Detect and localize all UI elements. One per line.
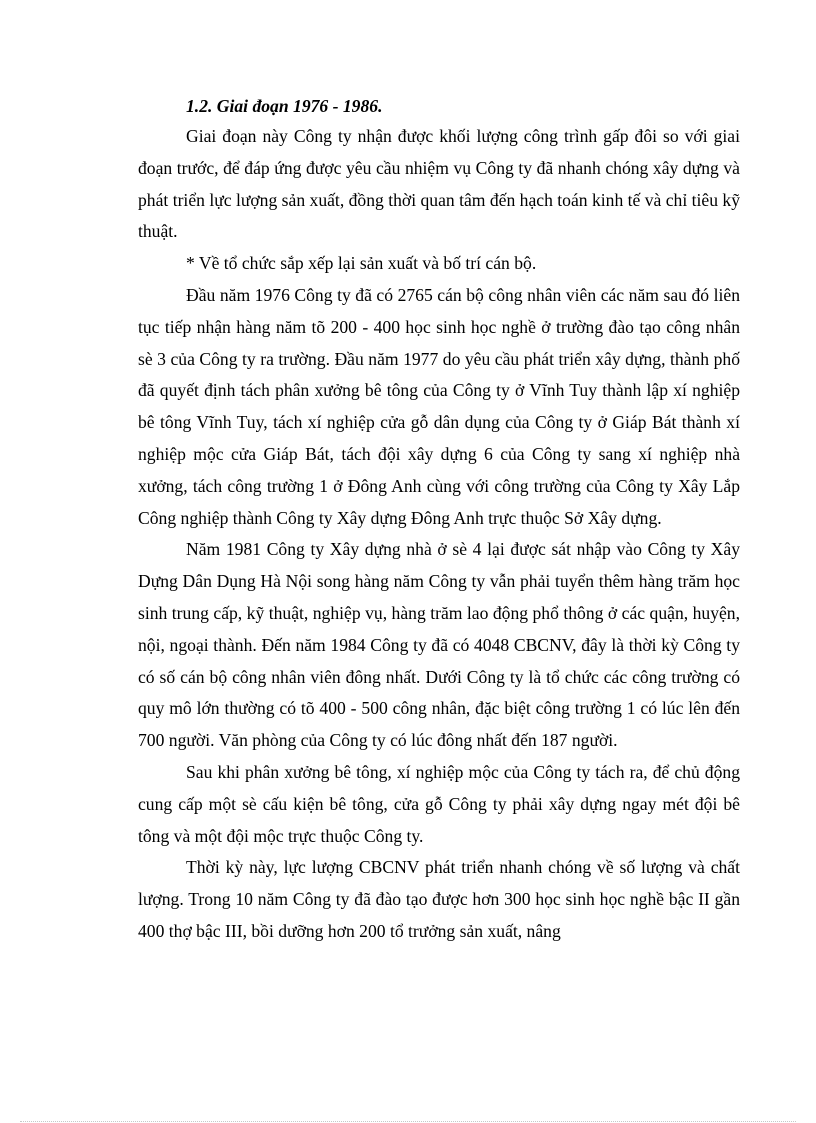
paragraph-2: * Về tổ chức sắp xếp lại sản xuất và bố trí cán bộ. (186, 253, 537, 274)
page-bottom-divider (20, 1121, 796, 1122)
paragraph-1: Giai đoạn này Công ty nhận được khối lượng công trình gấp đôi so với giai đoạn trước, để đáp ứng được yêu cầu nhiệm vụ Công ty đã nhanh chóng xây dựng và phát triển lực lượng sản xuất, đồng thời quan tâm đến hạch toán kinh tế và chỉ tiêu kỹ thuật. (138, 126, 741, 242)
paragraph-3: Đầu năm 1976 Công ty đã có 2765 cán bộ công nhân viên các năm sau đó liên tục tiếp nhận hàng năm tõ 200 - 400 học sinh học nghề ở trường đào tạo công nhân sè 3 của Công ty ra trường. Đầu năm 1977 do yêu cầu phát triển xây dựng, thành phố đã quyết định tách phân xưởng bê tông của Công ty ở Vĩnh Tuy thành lập xí nghiệp bê tông Vĩnh Tuy, tách xí nghiệp cửa gỗ dân dụng của Công ty ở Giáp Bát thành xí nghiệp mộc cửa Giáp Bát, tách đội xây dựng 6 của Công ty sang xí nghiệp nhà xưởng, tách công trường 1 ở Đông Anh cùng với công trường của Công ty Xây Lắp Công nghiệp thành Công ty Xây dựng Đông Anh trực thuộc Sở Xây dựng. (138, 284, 740, 528)
paragraph-5: Sau khi phân xưởng bê tông, xí nghiệp mộc của Công ty tách ra, để chủ động cung cấp một sè cấu kiện bê tông, cửa gỗ Công ty phải xây dựng ngay mét đội bê tông và một đội mộc trực thuộc Công ty. (138, 761, 740, 846)
paragraph-4: Năm 1981 Công ty Xây dựng nhà ở sè 4 lại được sát nhập vào Công ty Xây Dựng Dân Dụng Hà Nội song hàng năm Công ty vẫn phải tuyển thêm hàng trăm học sinh trung cấp, kỹ thuật, nghiệp vụ, hàng trăm lao động phổ thông ở các quận, huyện, nội, ngoại thành. Đến năm 1984 Công ty đã có 4048 CBCNV, đây là thời kỳ Công ty có số cán bộ công nhân viên đông nhất. Dưới Công ty là tổ chức các công trường có quy mô lớn thường có tõ 400 - 500 công nhân, đặc biệt công trường 1 có lúc lên đến 700 người. Văn phòng của Công ty có lúc đông nhất đến 187 người. (138, 539, 740, 751)
document-body (138, 92, 740, 948)
paragraph-6: Thời kỳ này, lực lượng CBCNV phát triển nhanh chóng về số lượng và chất lượng. Trong 10 năm Công ty đã đào tạo được hơn 300 học sinh học nghề bậc II gần 400 thợ bậc III, bồi dưỡng hơn 200 tổ trưởng sản xuất, nâng (138, 857, 740, 941)
section-heading: 1.2. Giai đoạn 1976 - 1986. (186, 96, 383, 116)
